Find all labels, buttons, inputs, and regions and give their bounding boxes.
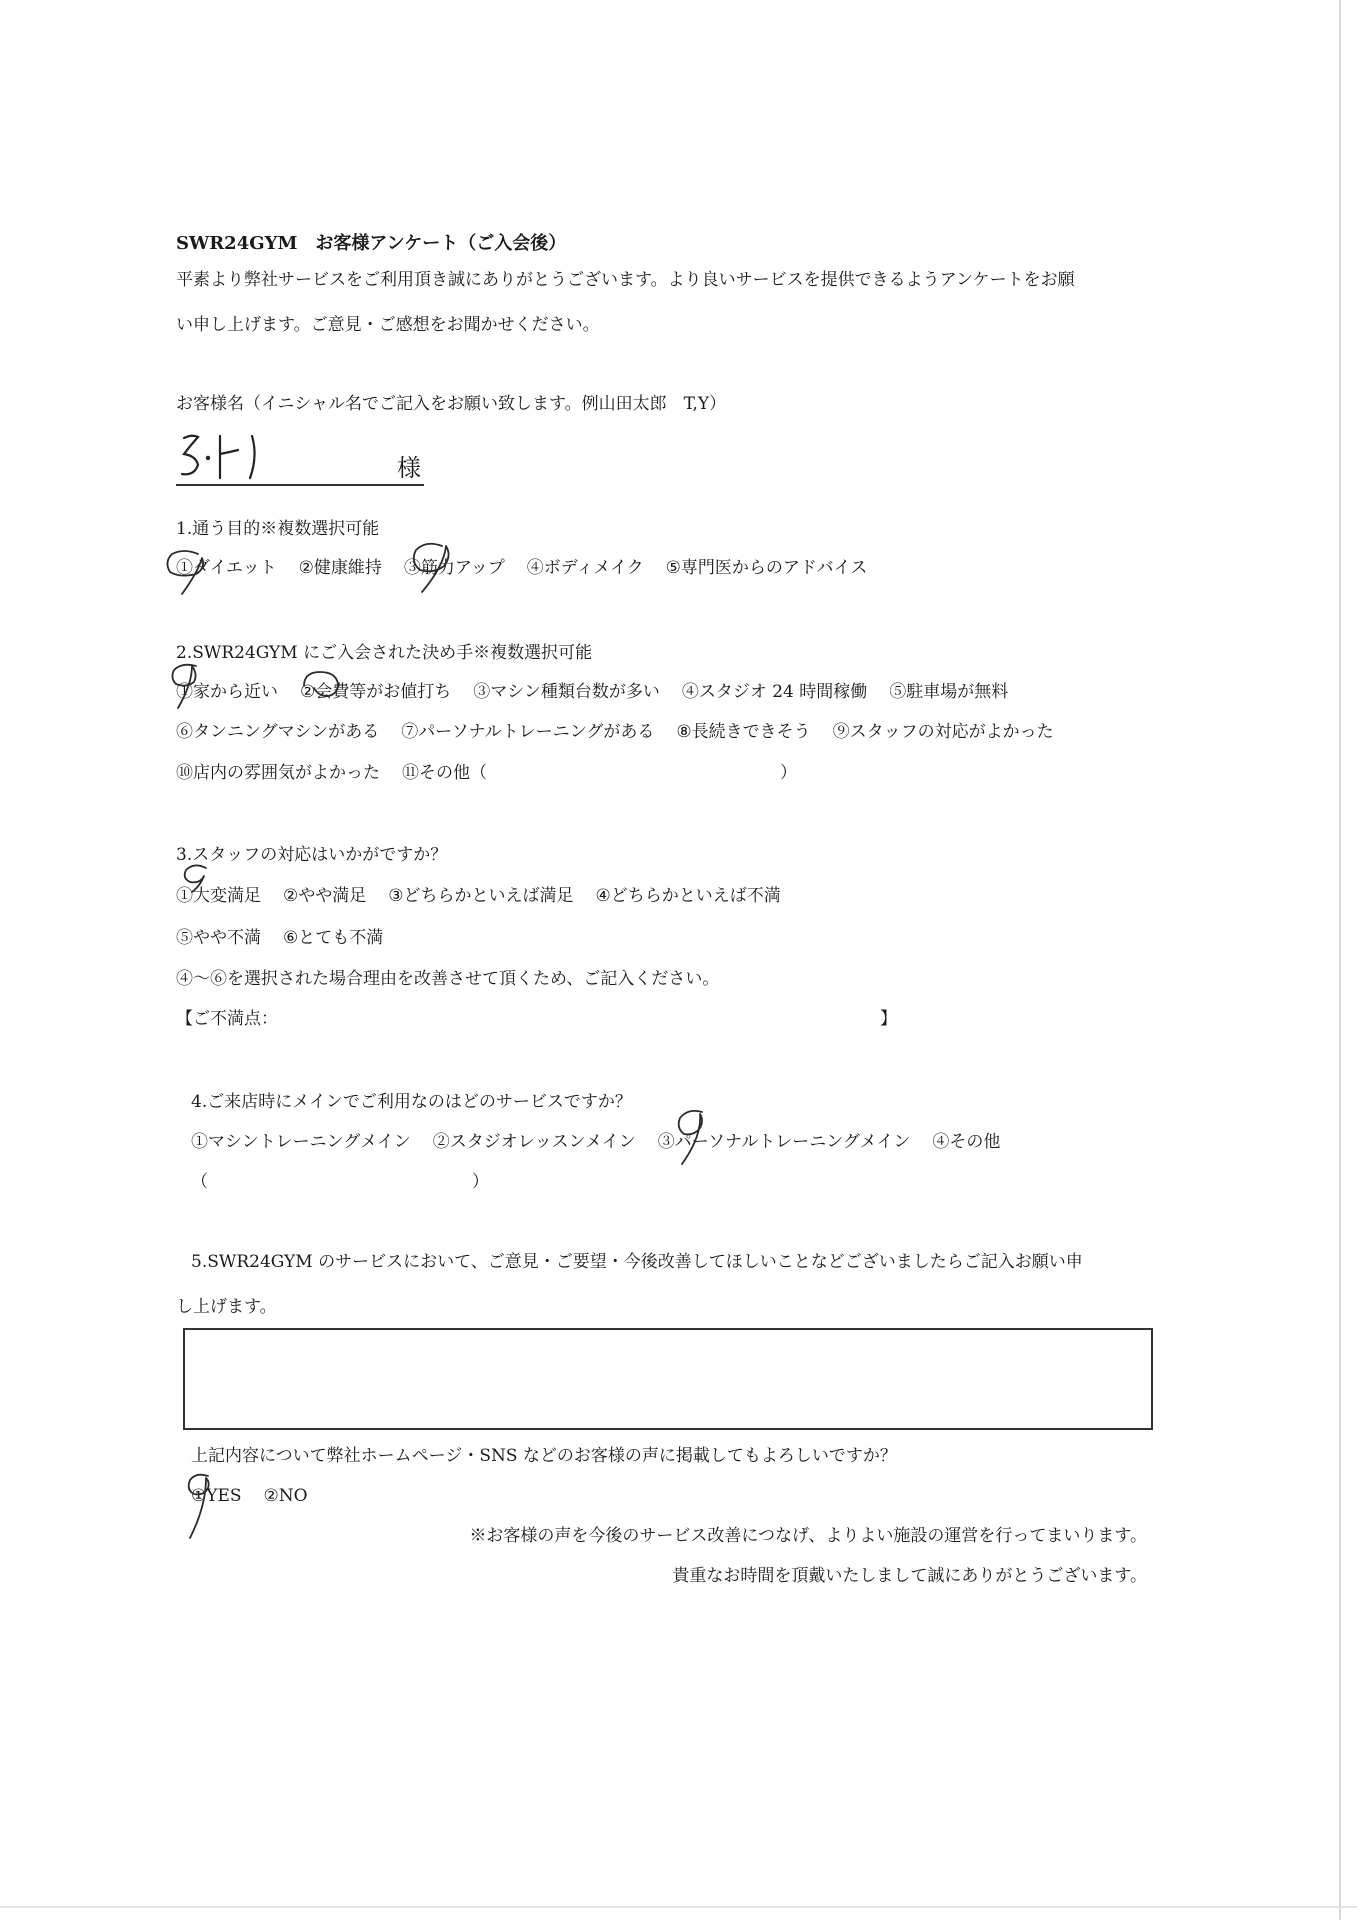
q5-title-line-2: し上げます。 xyxy=(176,1297,277,1317)
q1-options xyxy=(176,557,889,579)
customer-name-suffix: 様 xyxy=(397,454,421,482)
consent-yes-option[interactable]: ①YES xyxy=(191,1486,242,1506)
q3-note: ④～⑥を選択された場合理由を改善させて頂くため、ご記入ください。 xyxy=(176,969,720,989)
q2-option-5[interactable]: ⑤駐車場が無料 xyxy=(889,682,1009,702)
q3-complaint-close: 】 xyxy=(880,1009,897,1029)
q1-option-4[interactable]: ④ボディメイク xyxy=(526,558,644,578)
customer-name-underline xyxy=(176,484,424,486)
q4-option-3[interactable]: ③パーソナルトレーニングメイン xyxy=(657,1132,911,1152)
q2-option-7[interactable]: ⑦パーソナルトレーニングがある xyxy=(401,722,655,742)
q2-option-11[interactable]: ⑪その他（ xyxy=(402,763,487,783)
scan-edge-bottom xyxy=(0,1906,1357,1908)
q2-title: 2.SWR24GYM にご入会された決め手※複数選択可能 xyxy=(176,643,593,663)
q2-option-9[interactable]: ⑨スタッフの対応がよかった xyxy=(832,722,1054,742)
q1-title: 1.通う目的※複数選択可能 xyxy=(176,519,380,539)
scan-edge-right xyxy=(1339,0,1341,1920)
intro-line-1: 平素より弊社サービスをご利用頂き誠にありがとうございます。より良いサービスを提供できるようアンケートをお願 xyxy=(176,270,1075,290)
q5-comment-box[interactable] xyxy=(183,1328,1153,1430)
intro-line-2: い申し上げます。ご意見・ご感想をお聞かせください。 xyxy=(176,315,600,335)
q2-options-row-2 xyxy=(176,721,1076,743)
q3-option-4[interactable]: ④どちらかといえば不満 xyxy=(595,886,781,906)
q2-option-4[interactable]: ④スタジオ 24 時間稼働 xyxy=(681,682,868,702)
q2-option-2[interactable]: ②会費等がお値打ち xyxy=(300,682,452,702)
q1-option-2[interactable]: ②健康維持 xyxy=(298,558,382,578)
q3-options-row-2 xyxy=(176,927,405,949)
q4-title: 4.ご来店時にメインでご利用なのはどのサービスですか？ xyxy=(191,1092,632,1112)
q2-option-3[interactable]: ③マシン種類台数が多い xyxy=(473,682,660,702)
q2-option-10[interactable]: ⑩店内の雰囲気がよかった xyxy=(176,763,380,783)
q3-option-5[interactable]: ⑤やや不満 xyxy=(176,928,261,948)
q2-options-row-3 xyxy=(176,762,487,784)
q3-option-1[interactable]: ①大変満足 xyxy=(176,886,261,906)
q1-option-5[interactable]: ⑤専門医からのアドバイス xyxy=(665,558,868,578)
q3-option-2[interactable]: ②やや満足 xyxy=(283,886,367,906)
q3-complaint-open: 【ご不満点： xyxy=(176,1009,278,1029)
footer-thanks: 貴重なお時間を頂戴いたしまして誠にありがとうございます。 xyxy=(672,1566,1147,1586)
consent-no-option[interactable]: ②NO xyxy=(263,1486,308,1506)
q4-option-2[interactable]: ②スタジオレッスンメイン xyxy=(432,1132,636,1152)
q2-option-8[interactable]: ⑧長続きできそう xyxy=(676,722,811,742)
consent-question: 上記内容について弊社ホームページ・SNS などのお客様の声に掲載してもよろしいですか？ xyxy=(191,1446,897,1466)
q1-option-1[interactable]: ①ダイエット xyxy=(176,558,277,578)
customer-name-label: お客様名（イニシャル名でご記入をお願い致します。例山田太郎 T,Y） xyxy=(176,394,727,414)
q2-other-close: ） xyxy=(780,763,797,783)
q4-option-1[interactable]: ①マシントレーニングメイン xyxy=(191,1132,411,1152)
q4-other-open: （ xyxy=(191,1172,208,1192)
q4-options xyxy=(191,1131,1022,1153)
survey-title: SWR24GYM お客様アンケート（ご入会後） xyxy=(176,233,567,254)
q1-option-3[interactable]: ③筋力アップ xyxy=(403,558,505,578)
q2-option-1[interactable]: ①家から近い xyxy=(176,682,278,702)
q3-option-3[interactable]: ③どちらかといえば満足 xyxy=(388,886,574,906)
q4-other-close: ） xyxy=(472,1172,489,1192)
q3-title: 3.スタッフの対応はいかがですか？ xyxy=(176,845,448,865)
q5-title-line-1: 5.SWR24GYM のサービスにおいて、ご意見・ご要望・今後改善してほしいことなどございましたらご記入お願い申 xyxy=(191,1252,1083,1272)
consent-options xyxy=(191,1485,330,1507)
q3-option-6[interactable]: ⑥とても不満 xyxy=(283,928,384,948)
q3-options-row-1 xyxy=(176,885,803,907)
footer-note: ※お客様の声を今後のサービス改善につなげ、よりよい施設の運営を行ってまいります。 xyxy=(469,1526,1147,1546)
handwritten-name xyxy=(178,432,268,482)
q2-option-6[interactable]: ⑥タンニングマシンがある xyxy=(176,722,380,742)
q2-options-row-1 xyxy=(176,681,1030,703)
q4-option-4[interactable]: ④その他 xyxy=(932,1132,1001,1152)
